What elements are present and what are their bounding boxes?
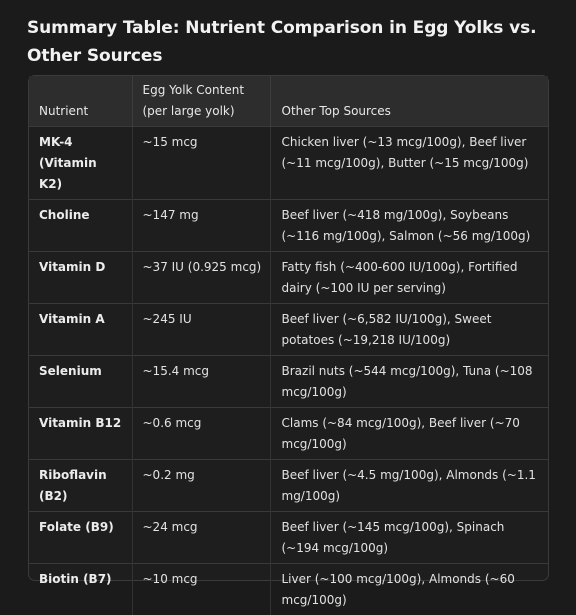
other-sources-cell: Beef liver (~418 mg/100g), Soybeans (~116 mg/100g), Salmon (~56 mg/100g) bbox=[270, 200, 548, 252]
other-sources-cell: Beef liver (~6,582 IU/100g), Sweet potatoes (~19,218 IU/100g) bbox=[270, 304, 548, 356]
egg-yolk-content-cell: ~147 mg bbox=[132, 200, 270, 252]
nutrient-cell: Vitamin D bbox=[29, 252, 132, 304]
other-sources-cell: Brazil nuts (~544 mcg/100g), Tuna (~108 mcg/100g) bbox=[270, 356, 548, 408]
nutrient-cell: Choline bbox=[29, 200, 132, 252]
table-row bbox=[29, 252, 548, 304]
nutrient-comparison-table bbox=[28, 75, 549, 581]
nutrient-cell: Folate (B9) bbox=[29, 512, 132, 564]
table-row bbox=[29, 408, 548, 460]
other-sources-cell: Chicken liver (~13 mcg/100g), Beef liver (~11 mcg/100g), Butter (~15 mcg/100g) bbox=[270, 127, 548, 200]
table-row bbox=[29, 304, 548, 356]
table-row bbox=[29, 564, 548, 615]
other-sources-cell: Beef liver (~145 mcg/100g), Spinach (~194 mcg/100g) bbox=[270, 512, 548, 564]
nutrient-cell: Riboflavin (B2) bbox=[29, 460, 132, 512]
other-sources-cell: Beef liver (~4.5 mg/100g), Almonds (~1.1 mg/100g) bbox=[270, 460, 548, 512]
egg-yolk-content-cell: ~10 mcg bbox=[132, 564, 270, 615]
other-sources-cell: Liver (~100 mcg/100g), Almonds (~60 mcg/100g) bbox=[270, 564, 548, 615]
other-sources-cell: Fatty fish (~400-600 IU/100g), Fortified dairy (~100 IU per serving) bbox=[270, 252, 548, 304]
nutrient-cell: Biotin (B7) bbox=[29, 564, 132, 615]
other-sources-cell: Clams (~84 mcg/100g), Beef liver (~70 mcg/100g) bbox=[270, 408, 548, 460]
egg-yolk-content-cell: ~24 mcg bbox=[132, 512, 270, 564]
column-header-nutrient: Nutrient bbox=[29, 76, 132, 127]
nutrient-cell: Vitamin B12 bbox=[29, 408, 132, 460]
table-row bbox=[29, 512, 548, 564]
nutrient-cell: Selenium bbox=[29, 356, 132, 408]
column-header-other-top-sources: Other Top Sources bbox=[270, 76, 548, 127]
column-header-egg-yolk-content: Egg Yolk Content (per large yolk) bbox=[132, 76, 270, 127]
egg-yolk-content-cell: ~0.2 mg bbox=[132, 460, 270, 512]
egg-yolk-content-cell: ~15 mcg bbox=[132, 127, 270, 200]
egg-yolk-content-cell: ~37 IU (0.925 mcg) bbox=[132, 252, 270, 304]
nutrient-cell: MK-4 (Vitamin K2) bbox=[29, 127, 132, 200]
egg-yolk-content-cell: ~15.4 mcg bbox=[132, 356, 270, 408]
table-row bbox=[29, 200, 548, 252]
egg-yolk-content-cell: ~245 IU bbox=[132, 304, 270, 356]
table-row bbox=[29, 127, 548, 200]
nutrient-cell: Vitamin A bbox=[29, 304, 132, 356]
egg-yolk-content-cell: ~0.6 mcg bbox=[132, 408, 270, 460]
table-header-row bbox=[29, 76, 548, 127]
table-row bbox=[29, 356, 548, 408]
table-row bbox=[29, 460, 548, 512]
summary-table-title: Summary Table: Nutrient Comparison in Egg Yolks vs. Other Sources bbox=[27, 14, 557, 70]
